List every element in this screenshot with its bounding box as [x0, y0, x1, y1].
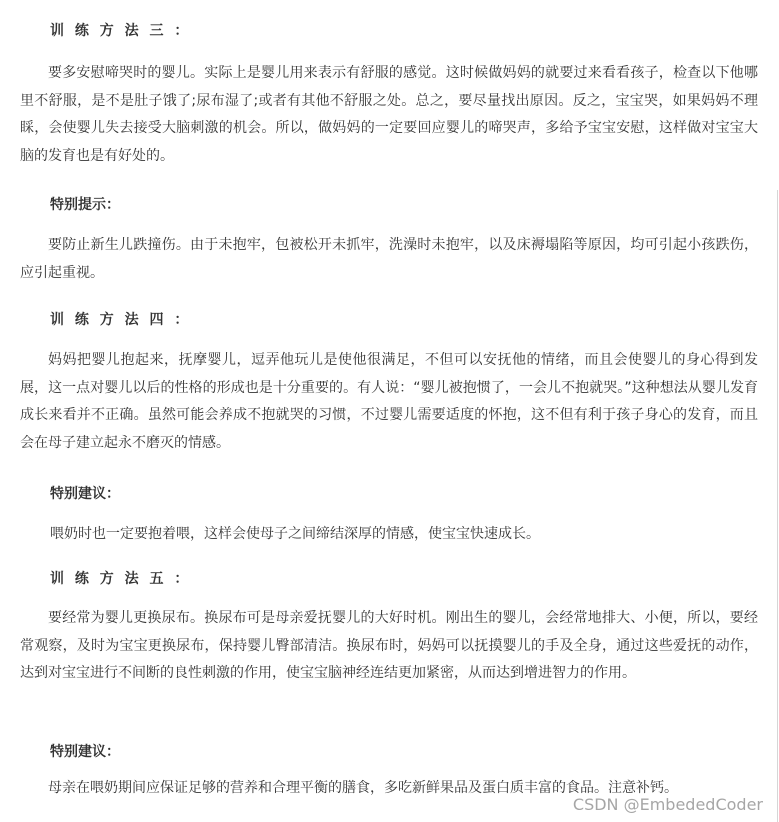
section-heading-method-4: 训 练 方 法 四 ：	[50, 312, 192, 328]
section-heading-method-3: 训 练 方 法 三 ：	[50, 23, 192, 39]
section-paragraph-method-3: 要多安慰啼哭时的婴儿。实际上是婴儿用来表示有舒服的感觉。这时候做妈妈的就要过来看看孩子，检查以下他哪里不舒服，是不是肚子饿了;尿布湿了;或者有其他不舒服之处。总之，要尽量找出原因。反之，宝宝哭，如果妈妈不理睬，会使婴儿失去接受大脑刺激的机会。所以，做妈妈的一定要回应婴儿的啼哭声，多给予宝宝安慰，这样做对宝宝大脑的发育也是有好处的。	[20, 65, 758, 164]
section-paragraph-method-4: 妈妈把婴儿抱起来，抚摩婴儿，逗弄他玩儿是使他很满足，不但可以安抚他的情绪，而且会使婴儿的身心得到发展，这一点对婴儿以后的性格的形成也是十分重要的。有人说：“婴儿被抱惯了，一会儿不抱就哭。”这种想法从婴儿发育成长来看并不正确。虽然可能会养成不抱就哭的习惯，不过婴儿需要适度的怀抱，这不但有利于孩子身心的发育，而且会在母子建立起永不磨灭的情感。	[20, 352, 758, 451]
section-paragraph-advice-1: 喂奶时也一定要抱着喂，这样会使母子之间缔结深厚的情感，使宝宝快速成长。	[50, 526, 540, 542]
watermark: CSDN @EmbededCoder	[572, 795, 763, 814]
section-heading-tip: 特别提示：	[50, 197, 120, 213]
page-right-border	[777, 190, 778, 822]
section-heading-method-5: 训 练 方 法 五 ：	[50, 571, 192, 587]
section-heading-advice-1: 特别建议：	[50, 486, 120, 502]
section-paragraph-advice-2: 母亲在喂奶期间应保证足够的营养和合理平衡的膳食，多吃新鲜果品及蛋白质丰富的食品。注意补钙。	[48, 780, 678, 796]
section-heading-advice-2: 特别建议：	[50, 744, 120, 760]
section-paragraph-method-5: 要经常为婴儿更换尿布。换尿布可是母亲爱抚婴儿的大好时机。刚出生的婴儿，会经常地排大、小便，所以，要经常观察，及时为宝宝更换尿布，保持婴儿臀部清洁。换尿布时，妈妈可以抚摸婴儿的手及全身，通过这些爱抚的动作，达到对宝宝进行不间断的良性刺激的作用，使宝宝脑神经连结更加紧密，从而达到增进智力的作用。	[20, 610, 758, 681]
section-paragraph-tip: 要防止新生儿跌撞伤。由于未抱牢，包被松开未抓牢，洗澡时未抱牢，以及床褥塌陷等原因，均可引起小孩跌伤，应引起重视。	[20, 237, 758, 281]
